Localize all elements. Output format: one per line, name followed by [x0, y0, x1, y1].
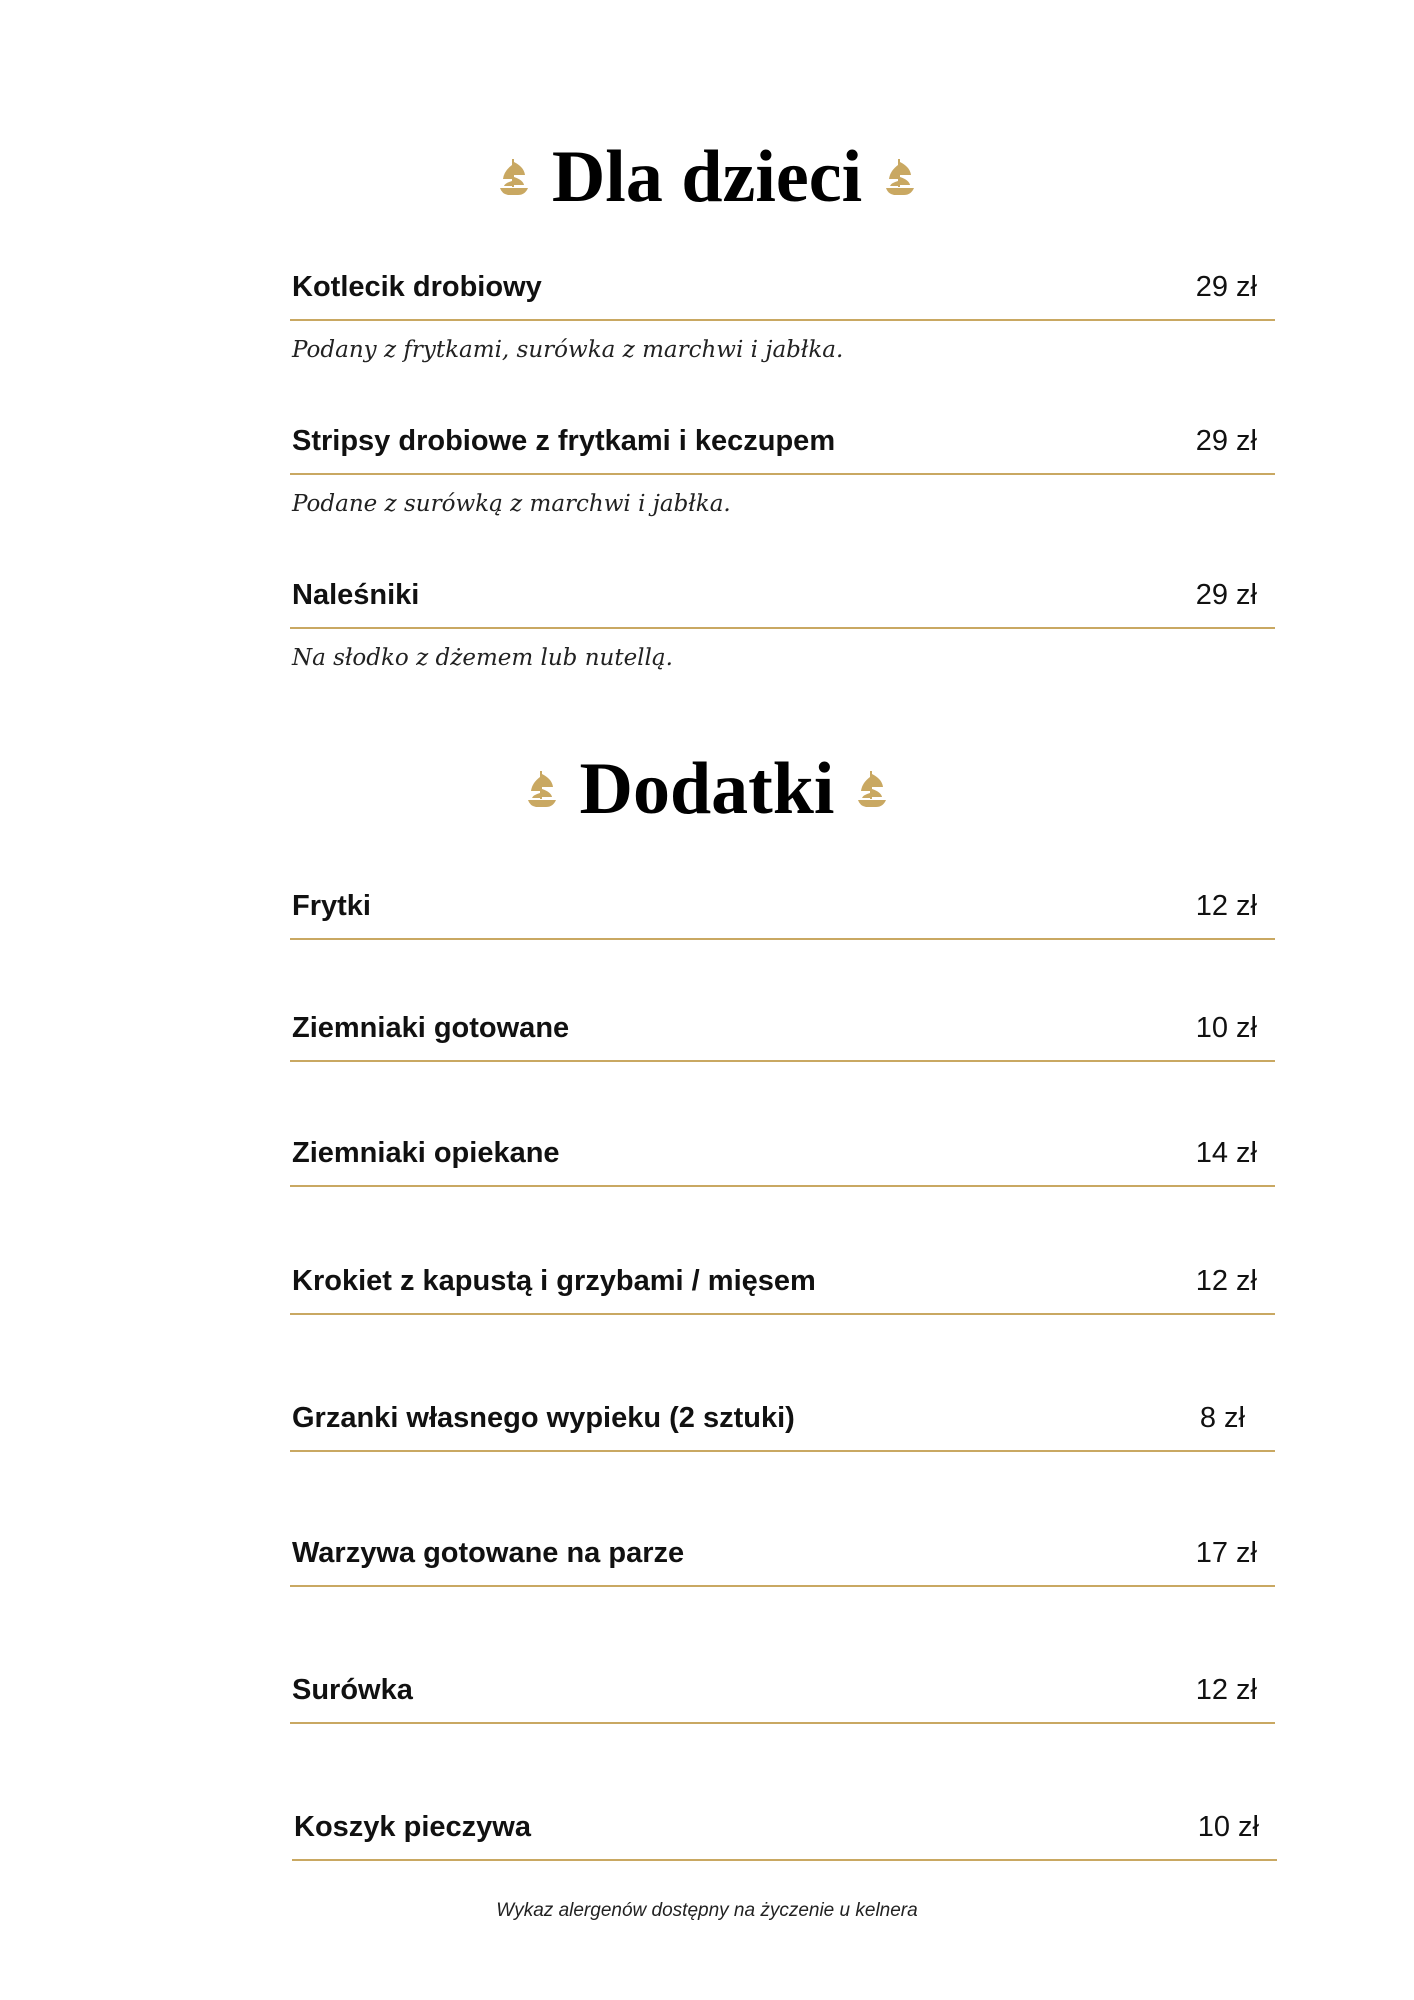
item-name: Kotlecik drobiowy [292, 270, 542, 303]
section-heading-dodatki [0, 748, 1414, 830]
item-description: Na słodko z dżemem lub nutellą. [292, 645, 673, 671]
section-heading-dla-dzieci [0, 136, 1414, 218]
menu-item [290, 1131, 1275, 1187]
menu-item [290, 419, 1275, 517]
item-name: Naleśniki [292, 578, 420, 611]
item-description: Podany z frytkami, surówka z marchwi i jabłka. [292, 337, 844, 363]
item-price: 29 zł [1195, 424, 1257, 457]
item-description: Podane z surówką z marchwi i jabłka. [292, 491, 731, 517]
item-price: 12 zł [1195, 1264, 1257, 1297]
item-price: 10 zł [1197, 1810, 1259, 1843]
section-title: Dodatki [579, 748, 835, 830]
item-price: 17 zł [1195, 1536, 1257, 1569]
menu-item [290, 1259, 1275, 1315]
item-price: 10 zł [1195, 1011, 1257, 1044]
menu-item [290, 1668, 1275, 1724]
item-name: Ziemniaki gotowane [292, 1011, 570, 1044]
menu-item [290, 884, 1275, 940]
item-name: Surówka [292, 1673, 413, 1706]
menu-item [290, 1531, 1275, 1587]
divider [292, 1859, 1277, 1861]
item-name: Ziemniaki opiekane [292, 1136, 560, 1169]
ship-icon [856, 769, 888, 809]
item-price: 14 zł [1195, 1136, 1257, 1169]
divider [290, 1450, 1275, 1452]
divider [290, 627, 1275, 629]
divider [290, 1185, 1275, 1187]
item-price: 12 zł [1195, 889, 1257, 922]
divider [290, 1585, 1275, 1587]
menu-item [292, 1805, 1277, 1861]
item-name: Warzywa gotowane na parze [292, 1536, 685, 1569]
item-price: 29 zł [1195, 578, 1257, 611]
menu-item [290, 265, 1275, 363]
menu-item [290, 573, 1275, 671]
divider [290, 319, 1275, 321]
divider [290, 1060, 1275, 1062]
item-name: Krokiet z kapustą i grzybami / mięsem [292, 1264, 816, 1297]
divider [290, 938, 1275, 940]
menu-item [290, 1006, 1275, 1062]
item-name: Stripsy drobiowe z frytkami i keczupem [292, 424, 836, 457]
item-name: Grzanki własnego wypieku (2 sztuki) [292, 1401, 795, 1434]
allergen-note: Wykaz alergenów dostępny na życzenie u kelnera [496, 1900, 918, 1921]
item-price: 12 zł [1195, 1673, 1257, 1706]
item-price: 29 zł [1195, 270, 1257, 303]
item-price: 8 zł [1199, 1401, 1245, 1434]
divider [290, 1313, 1275, 1315]
ship-icon [498, 157, 530, 197]
menu-item [290, 1396, 1275, 1452]
item-name: Frytki [292, 889, 371, 922]
divider [290, 1722, 1275, 1724]
section-title: Dla dzieci [551, 136, 863, 218]
item-name: Koszyk pieczywa [294, 1810, 531, 1843]
divider [290, 473, 1275, 475]
ship-icon [884, 157, 916, 197]
ship-icon [526, 769, 558, 809]
